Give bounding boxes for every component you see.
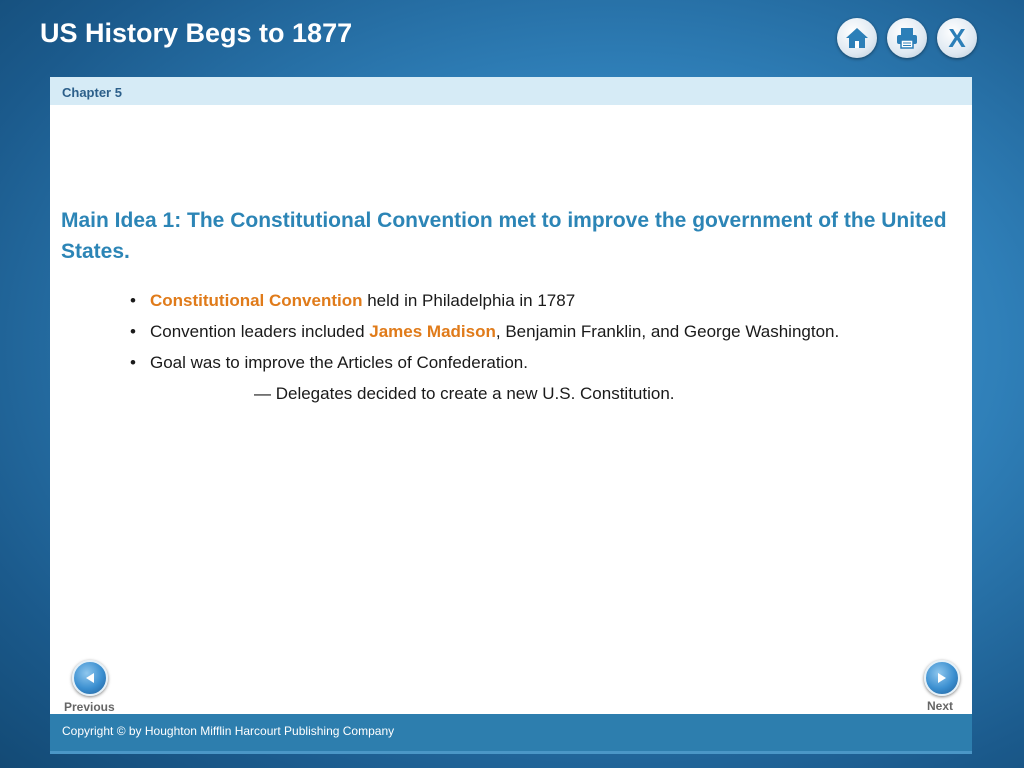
bullet-item bbox=[130, 347, 960, 378]
close-icon: X bbox=[948, 23, 966, 53]
chapter-label: Chapter 5 bbox=[62, 85, 122, 100]
bullet-text: Convention leaders included bbox=[150, 322, 370, 341]
right-arrow-icon bbox=[935, 671, 949, 685]
bullet-list bbox=[130, 285, 960, 409]
app-title: US History Begs to 1877 bbox=[40, 18, 353, 48]
bullet-text: held in Philadelphia in 1787 bbox=[362, 291, 576, 310]
copyright-text: Copyright © by Houghton Mifflin Harcourt Publishing Company bbox=[62, 724, 395, 738]
sub-bullet-item: — Delegates decided to create a new U.S. Constitution. bbox=[254, 384, 675, 403]
previous-button[interactable] bbox=[72, 660, 108, 696]
home-icon bbox=[844, 26, 870, 50]
bullet-text: Goal was to improve the Articles of Confederation. bbox=[150, 353, 528, 372]
highlight-term: James Madison bbox=[369, 322, 496, 341]
highlight-term: Constitutional Convention bbox=[150, 291, 363, 310]
bullet-marker: • bbox=[130, 291, 136, 310]
home-button[interactable] bbox=[837, 18, 877, 58]
chapter-bar bbox=[50, 77, 972, 105]
previous-label[interactable]: Previous bbox=[64, 700, 115, 714]
main-idea-heading: Main Idea 1: The Constitutional Convention met to improve the government of the United States. bbox=[61, 209, 947, 263]
left-arrow-icon bbox=[83, 671, 97, 685]
print-button[interactable] bbox=[887, 18, 927, 58]
bullet-marker: • bbox=[130, 353, 136, 372]
content-panel bbox=[50, 77, 972, 714]
close-button[interactable] bbox=[937, 18, 977, 58]
bullet-text: , Benjamin Franklin, and George Washington. bbox=[495, 322, 840, 341]
bullet-marker: • bbox=[130, 322, 136, 341]
next-button[interactable] bbox=[924, 660, 960, 696]
bullet-item bbox=[130, 316, 960, 347]
footer-bar bbox=[50, 714, 972, 754]
next-label[interactable]: Next bbox=[927, 699, 954, 713]
top-toolbar bbox=[837, 18, 977, 58]
printer-icon bbox=[894, 26, 920, 50]
bullet-item bbox=[130, 285, 960, 316]
